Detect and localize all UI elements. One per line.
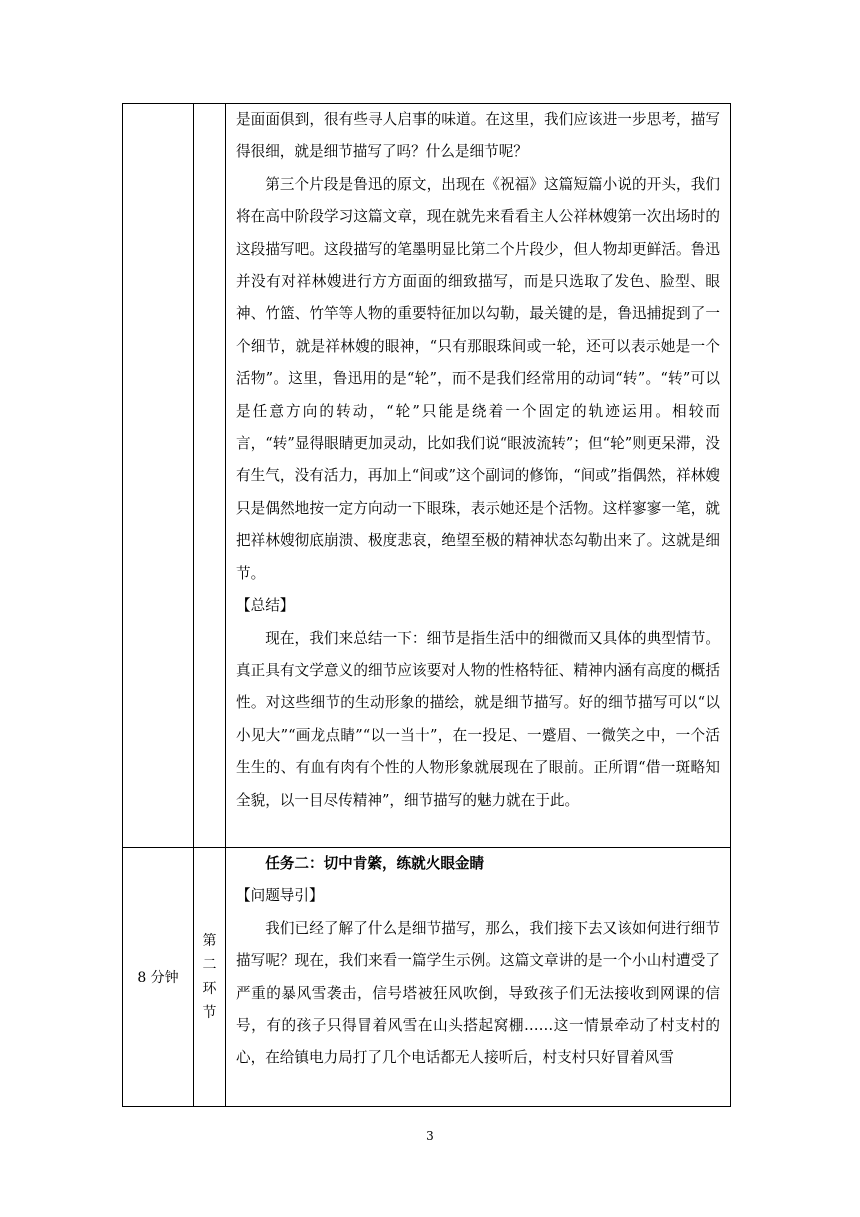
page-number: 3 bbox=[426, 1129, 434, 1143]
task-heading: 任务二：切中肯綮，练就火眼金睛 bbox=[265, 855, 485, 872]
paragraph: 我们已经了解了什么是细节描写，那么，我们接下去又该如何进行细节描写呢？现在，我们来看一篇学生示例。这篇文章讲的是一个小山村遭受了严重的暴风雪袭击，信号塔被狂风吹倒，导致孩子们无法接收到网课的信号，有的孩子只得冒着风雪在山头搭起窝棚……这一情景牵动了村支村的心，在给镇电力局打了几个电话都无人接听后，村支村只好冒着风雪 bbox=[236, 919, 720, 1067]
paragraph: 第三个片段是鲁迅的原文，出现在《祝福》这篇短篇小说的开头，我们将在高中阶段学习这篇文章，现在就先来看看主人公祥林嫂第一次出场时的这段描写吧。这段描写的笔墨明显比第二个片段少，但人物却更鲜活。鲁迅并没有对祥林嫂进行方方面面的细致描写，而是只选取了发色、脸型、眼神、竹篮、竹竿等人物的重要特征加以勾勒，最关键的是，鲁迅捕捉到了一个细节，就是祥林嫂的眼神，“只有那眼珠间或一轮，还可以表示她是一个活物”。这里，鲁迅用的是“轮”，而不是我们经常用的动词“转”。“转”可以是任意方向的转动，“轮”只能是绕着一个固定的轨迹运用。相较而言，“转”显得眼睛更加灵动，比如我们说“眼波流转”；但“轮”则更呆滞，没有生气，没有活力，再加上“间或”这个副词的修饰，“间或”指偶然，祥林嫂只是偶然地按一定方向动一下眼珠，表示她还是个活物。这样寥寥一笔，就把祥林嫂彻底崩溃、极度悲哀，绝望至极的精神状态勾勒出来了。这就是细节。 bbox=[236, 175, 720, 582]
content-body bbox=[226, 848, 730, 1075]
content-body bbox=[226, 104, 730, 817]
stage-cell: 第二环节 bbox=[194, 848, 226, 1107]
stage-cell bbox=[194, 104, 226, 848]
section-heading: 【总结】 bbox=[236, 597, 295, 615]
table-row bbox=[123, 104, 731, 848]
time-cell: 8 分钟 bbox=[123, 848, 194, 1107]
content-cell bbox=[226, 104, 731, 848]
paragraph: 是面面俱到，很有些寻人启事的味道。在这里，我们应该进一步思考，描写得很细，就是细节描写了吗？什么是细节呢？ bbox=[236, 111, 720, 161]
table-row bbox=[123, 848, 731, 1107]
lesson-plan-table bbox=[122, 103, 731, 1107]
section-heading: 【问题导引】 bbox=[236, 887, 324, 905]
content-cell bbox=[226, 848, 731, 1107]
paragraph: 现在，我们来总结一下：细节是指生活中的细微而又具体的典型情节。真正具有文学意义的细节应该要对人物的性格特征、精神内涵有高度的概括性。对这些细节的生动形象的描绘，就是细节描写。好的细节描写可以“以小见大”“画龙点睛”“以一当十”，在一投足、一蹙眉、一微笑之中，一个活生生的、有血有肉有个性的人物形象就展现在了眼前。正所谓“借一斑略知全貌，以一目尽传精神”，细节描写的魅力就在于此。 bbox=[236, 629, 720, 809]
time-cell bbox=[123, 104, 194, 848]
